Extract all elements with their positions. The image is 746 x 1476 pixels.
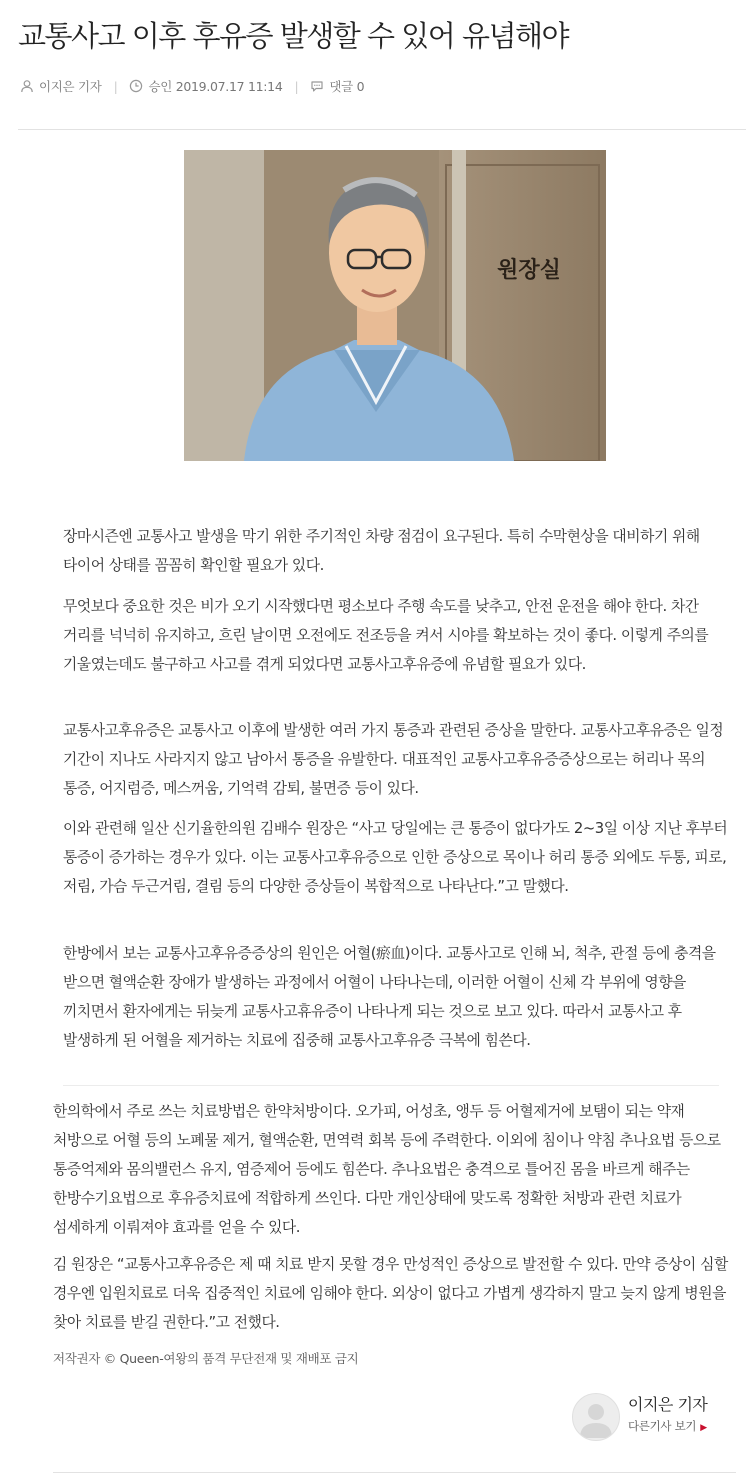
article-photo xyxy=(184,150,606,461)
author-name: 이지은 기자 xyxy=(628,1395,708,1414)
speech-bubble-icon xyxy=(310,79,324,93)
article-title: 교통사고 이후 후유증 발생할 수 있어 유념해야 xyxy=(18,19,569,53)
meta-separator: | xyxy=(113,78,118,94)
article-paragraph: 한방에서 보는 교통사고후유증증상의 원인은 어혈(瘀血)이다. 교통사고로 인해 뇌, 척추, 관절 등에 충격을 받으면 혈액순환 장애가 발생하는 과정에서 어혈이 나타나는데, 이러한 어혈이 신체 각 부위에 영향을 끼치면서 환자에게는 뒤늦게 교통사고휴유증이 나타나게 되는 것으로 보고 있다. 따라서 교통사고 후 발생하게 된 어혈을 제거하는 치료에 집중해 교통사고후유증 극복에 힘쓴다. xyxy=(63,945,716,1049)
article-paragraph: 장마시즌엔 교통사고 발생을 막기 위한 주기적인 차량 점검이 요구된다. 특히 수막현상을 대비하기 위해 타이어 상태를 꼼꼼히 확인할 필요가 있다. xyxy=(63,528,700,574)
more-articles-link[interactable] xyxy=(628,1418,707,1434)
article-paragraph: 무엇보다 중요한 것은 비가 오기 시작했다면 평소보다 주행 속도를 낮추고, 안전 운전을 해야 한다. 차간 거리를 넉넉히 유지하고, 흐린 날이면 오전에도 전조등을 켜서 시야를 확보하는 것이 좋다. 이렇게 주의를 기울였는데도 불구하고 사고를 겪게 되었다면 교통사고후유증에 유념할 필요가 있다. xyxy=(63,598,709,673)
clock-icon xyxy=(129,79,143,93)
person-icon xyxy=(20,79,34,93)
article-paragraph: 김 원장은 “교통사고후유증은 제 때 치료 받지 못할 경우 만성적인 증상으로 발전할 수 있다. 만약 증상이 심할 경우엔 입원치료로 더욱 집중적인 치료에 임해야 한다. 외상이 없다고 가볍게 생각하지 말고 늦지 않게 병원을 찾아 치료를 받길 권한다.”고 전했다. xyxy=(53,1256,728,1331)
copyright-notice: 저작권자 © Queen-여왕의 품격 무단전재 및 재배포 금지 xyxy=(53,1351,359,1366)
article-paragraph: 한의학에서 주로 쓰는 치료방법은 한약처방이다. 오가피, 어성초, 앵두 등 어혈제거에 보탬이 되는 약재 처방으로 어혈 등의 노폐물 제거, 혈액순환, 면역력 회복 등에 주력한다. 이외에 침이나 약침 추나요법 등으로 통증억제와 몸의밸런스 유지, 염증제어 등에도 힘쓴다. 추나요법은 충격으로 틀어진 몸을 바르게 해주는 한방수기요법으로 후유증치료에 적합하게 쓰인다. 다만 개인상태에 맞도록 정확한 처방과 관련 치료가 섬세하게 이뤄져야 효과를 얻을 수 있다. xyxy=(53,1103,721,1236)
more-articles-label: 다른기사 보기 xyxy=(628,1419,697,1433)
article-paragraph: 이와 관련해 일산 신기율한의원 김배수 원장은 “사고 당일에는 큰 통증이 없다가도 2~3일 이상 지난 후부터 통증이 증가하는 경우가 있다. 이는 교통사고후유증으로 인한 증상으로 목이나 허리 통증 외에도 두통, 피로, 저림, 가슴 두근거림, 결림 등의 다양한 증상들이 복합적으로 나타난다.”고 말했다. xyxy=(63,820,728,895)
default-avatar-icon xyxy=(573,1394,619,1440)
author-box xyxy=(572,1390,732,1440)
header-divider xyxy=(18,129,746,130)
meta-approved-date: 승인 2019.07.17 11:14 xyxy=(148,79,283,94)
comment-count-link[interactable]: 댓글 0 xyxy=(329,79,365,94)
section-divider xyxy=(63,1085,719,1086)
article-paragraph: 교통사고후유증은 교통사고 이후에 발생한 여러 가지 통증과 관련된 증상을 말한다. 교통사고후유증은 일정 기간이 지나도 사라지지 않고 남아서 통증을 유발한다. 대표적인 교통사고후유증증상으로는 허리나 목의 통증, 어지럼증, 메스꺼움, 기억력 감퇴, 불면증 등이 있다. xyxy=(63,722,724,797)
doctor-portrait-image xyxy=(184,150,606,461)
meta-author: 이지은 기자 xyxy=(39,79,102,94)
avatar xyxy=(572,1393,620,1441)
triangle-right-icon: ▶ xyxy=(700,1423,707,1433)
footer-divider xyxy=(53,1472,736,1473)
article-meta xyxy=(20,77,364,95)
meta-separator: | xyxy=(294,78,299,94)
door-sign: 원장실 xyxy=(497,258,561,283)
